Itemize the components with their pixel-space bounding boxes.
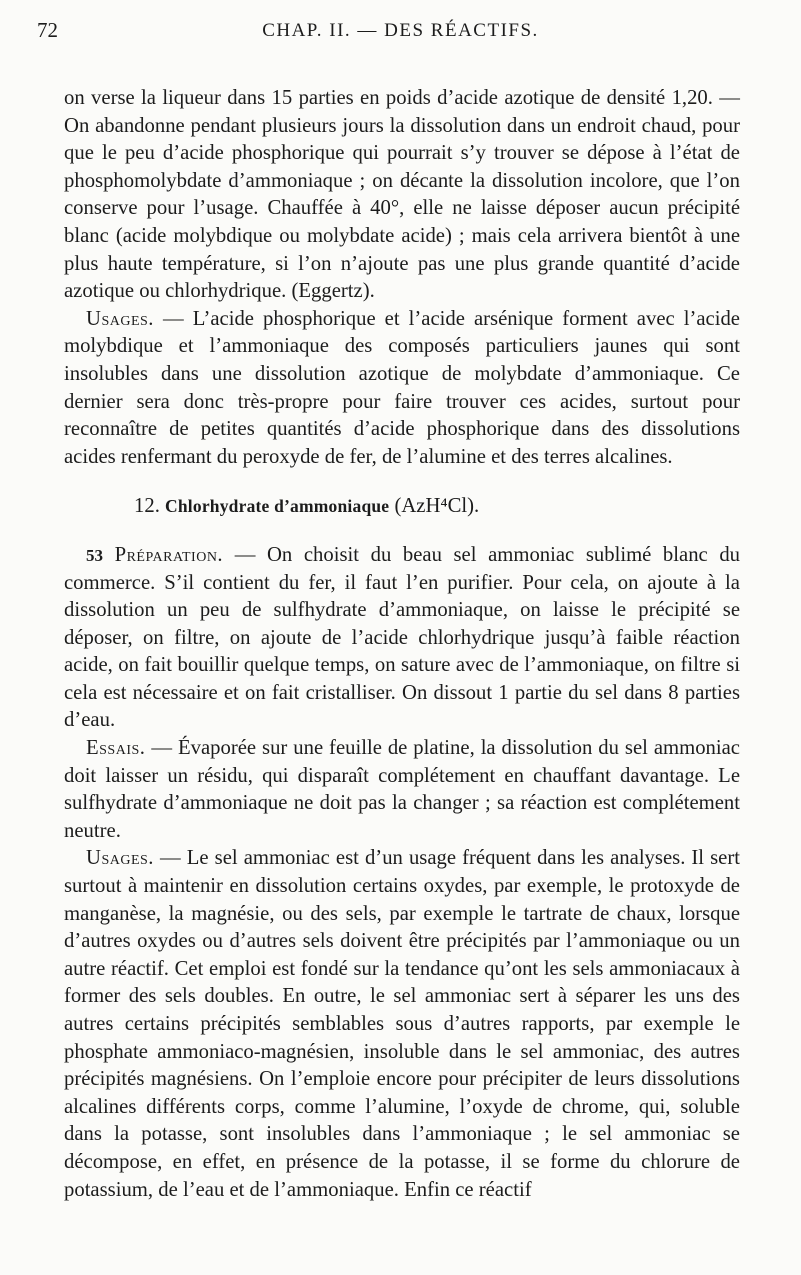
usages-text: — L’acide phosphorique et l’acide arsénique forment avec l’acide molybdique et l’ammoniaque des composés particuliers jaunes qui sont insolubles dans une dissolution azotique de molybdate d’ammoniaque. Ce dernier sera donc très-propre pour faire trouver ces acides, surtout pour reconnaître de petites quantités d’acide phosphorique dans des dissolutions acides renfermant du peroxyde de fer, de l’alumine et des terres alcalines. xyxy=(64,307,740,468)
section-name: Chlorhydrate d’ammoniaque xyxy=(165,496,390,517)
paragraph-usages-sel-ammoniac xyxy=(64,845,740,1204)
section-formula: (AzH⁴Cl). xyxy=(389,495,480,518)
section-number: 12. xyxy=(134,495,160,518)
essais-text: — Évaporée sur une feuille de platine, la dissolution du sel ammoniac doit laisser un résidu, qui disparaît complétement en chauffant davantage. Le sulfhydrate d’ammoniaque ne doit pas la changer ; sa réaction est complétement neutre. xyxy=(64,737,740,842)
paragraph-essais xyxy=(64,735,740,845)
page-number: 72 xyxy=(37,18,58,42)
page-header xyxy=(0,18,801,52)
paragraph-number: 53 xyxy=(86,545,103,565)
section-heading xyxy=(64,493,740,521)
preparation-label: Préparation. xyxy=(114,543,224,566)
body-text xyxy=(64,85,740,1204)
usages-text-2: — Le sel ammoniac est d’un usage fréquent dans les analyses. Il sert surtout à maintenir en dissolution certains oxydes, par exemple, le protoxyde de manganèse, la magnésie, ou des sels, par exemple le tartrate de chaux, lorsque d’autres oxydes ou d’autres sels doivent être précipités par l’ammoniaque ou un autre réactif. Cet emploi est fondé sur la tendance qu’ont les sels ammoniacaux à former des sels doubles. En outre, le sel ammoniac sert à séparer les uns des autres certains précipités semblables sous d’autres rapports, par exemple le phosphate ammoniaco-magnésien, insoluble dans le sel ammoniac, des autres précipités magnésiens. On l’emploie encore pour précipiter de leurs dissolutions alcalines différents corps, comme l’alumine, l’oxyde de chrome, qui, soluble dans la potasse, sont insolubles dans l’ammoniaque ; le sel ammoniac se décompose, en effet, en présence de la potasse, il se forme du chlorure de potassium, de l’eau et de l’ammoniaque. Enfin ce réactif xyxy=(64,847,740,1201)
paragraph-usages-molybdate xyxy=(64,306,740,472)
usages-label-2: Usages. xyxy=(86,847,154,870)
essais-label: Essais. xyxy=(86,737,146,760)
running-head: CHAP. II. — DES RÉACTIFS. xyxy=(262,20,539,41)
paragraph-preparation xyxy=(64,542,740,735)
preparation-text: — On choisit du beau sel ammoniac sublimé blanc du commerce. S’il contient du fer, il faut l’en purifier. Pour cela, on ajoute à la dissolution un peu de sulfhydrate d’ammoniaque, on laisse le précipité se déposer, on filtre, on ajoute de l’acide chlorhydrique jusqu’à faible réaction acide, on fait bouillir quelque temps, on sature avec de l’ammoniaque, on filtre si cela est nécessaire et on fait cristalliser. On dissout 1 partie du sel dans 8 parties d’eau. xyxy=(64,543,741,732)
paragraph-molybdate-preparation: on verse la liqueur dans 15 parties en poids d’acide azotique de densité 1,20. — On abandonne pendant plusieurs jours la dissolution dans un endroit chaud, pour que le peu d’acide phosphorique qui pourrait s’y trouver se dépose à l’état de phosphomolybdate d’ammoniaque ; on décante la dissolution incolore, que l’on conserve pour l’usage. Chauffée à 40°, elle ne laisse déposer aucun précipité blanc (acide molybdique ou molybdate acide) ; mais cela arrivera bientôt à une plus haute température, si l’on n’ajoute pas une plus grande quantité d’acide azotique ou chlorhydrique. (Eggertz). xyxy=(64,87,740,303)
usages-label: Usages. xyxy=(86,307,154,330)
